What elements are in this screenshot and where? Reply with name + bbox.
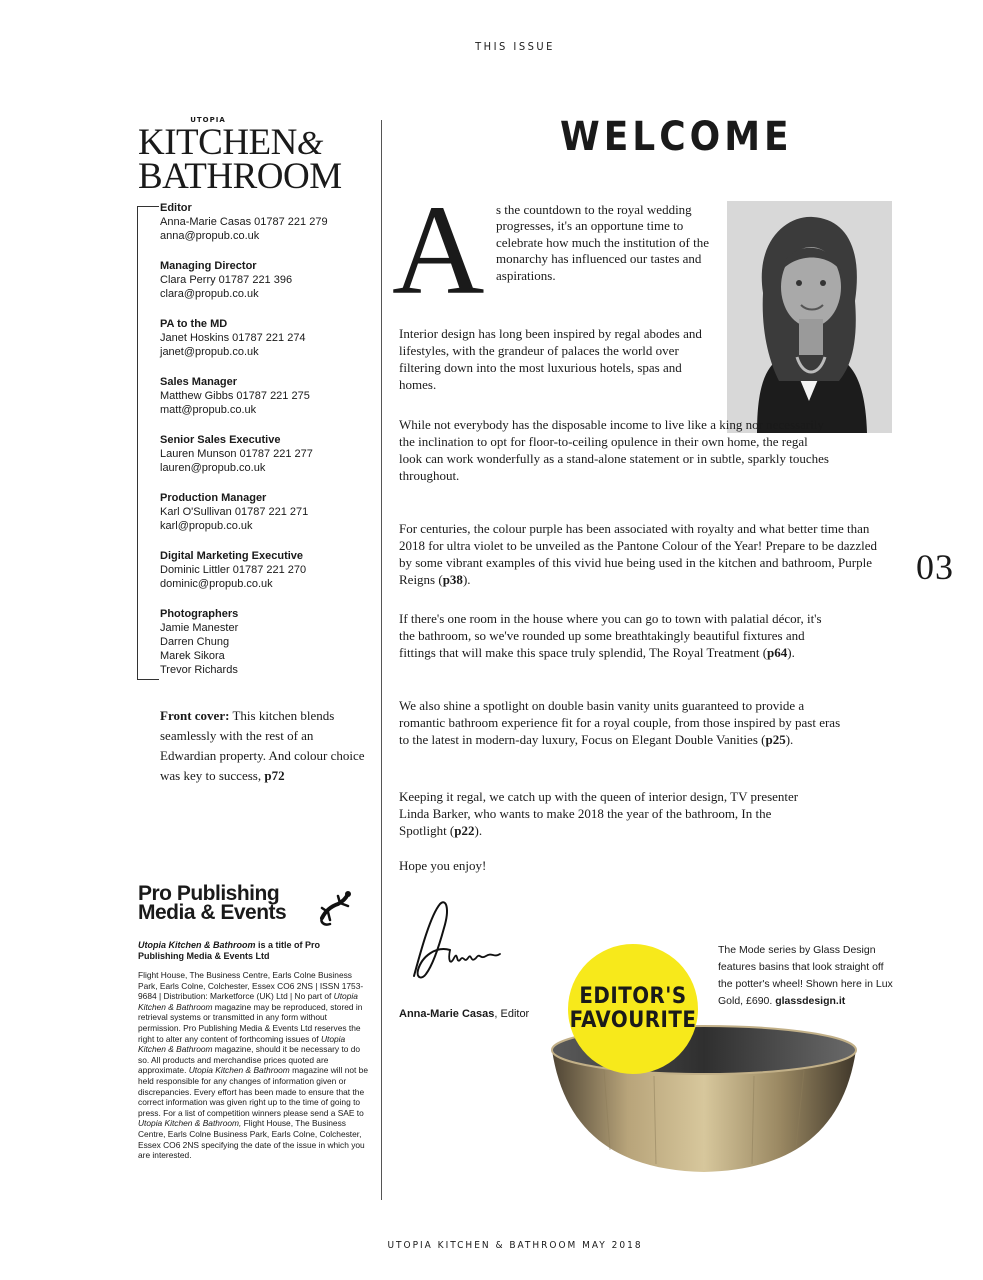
front-cover-page-ref[interactable]: p72 (264, 768, 285, 783)
staff-role: Digital Marketing Executive (160, 550, 304, 562)
staff-entry (160, 491, 380, 533)
publisher-legal (138, 970, 368, 1161)
staff-role: PA to the MD (160, 318, 228, 330)
publisher-title-rest: is a title of Pro Publishing Media & Events Ltd (138, 940, 321, 961)
paragraph-text: If there's one room in the house where you can go to town with palatial décor, it's the bathroom, so we've rounded up some breathtakingly beautiful fixtures and fittings that will make this space truly splendid, The Royal Treatment ( (399, 611, 822, 660)
staff-entry (160, 317, 380, 359)
gecko-icon (316, 888, 356, 928)
staff-role: Senior Sales Executive (160, 434, 281, 446)
staff-role: Editor (160, 202, 192, 214)
staff-email[interactable]: anna@propub.co.uk (160, 230, 260, 242)
paragraph-text: We also shine a spotlight on double basin vanity units guaranteed to provide a romantic bathroom experience fit for a royal couple, from those inspired by past eras to the latest in modern-day luxury, Focus on Elegant Double Vanities ( (399, 698, 841, 747)
badge-line: EDITOR'S (579, 984, 687, 1009)
signature-role: , Editor (494, 1008, 530, 1020)
page-footer: UTOPIA KITCHEN & BATHROOM MAY 2018 (387, 1240, 643, 1251)
editor-portrait-illustration (727, 201, 892, 433)
paragraph-text: ). (474, 823, 483, 838)
body-paragraph (399, 416, 829, 484)
product-link[interactable]: glassdesign.it (775, 995, 846, 1007)
photographer-name: Marek Sikora (160, 650, 225, 662)
publisher-tagline (138, 940, 368, 962)
badge-line: FAVOURITE (569, 1008, 697, 1033)
masthead-bathroom: BATHROOM (138, 156, 342, 197)
legal-title: Utopia Kitchen & Bathroom, (138, 1118, 242, 1129)
page-reference[interactable]: p25 (765, 732, 786, 747)
body-paragraph (399, 697, 844, 748)
publisher-logo-line1: Pro Publishing (138, 882, 280, 905)
signature-caption (399, 1008, 529, 1020)
intro-paragraph: s the countdown to the royal wedding progresses, it's an opportune time to celebrate how much the institution of the monarchy has influenced our tastes and aspirations. (496, 202, 709, 283)
drop-cap: A (392, 179, 485, 321)
page-reference[interactable]: p64 (767, 645, 788, 660)
paragraph-text: For centuries, the colour purple has been associated with royalty and what better time than 2018 for ultra violet to be unveiled as the Pantone Colour of the Year! Prepare to be dazzled by some vibrant examples of this vivid hue being used in the kitchen and bathroom, Purple Reigns ( (399, 521, 877, 587)
staff-name: Lauren Munson 01787 221 277 (160, 448, 313, 460)
legal-title: Utopia Kitchen & Bathroom (138, 1033, 346, 1055)
legal-title: Utopia Kitchen & Bathroom (188, 1065, 290, 1076)
masthead-ampersand: & (296, 125, 323, 162)
staff-entry (160, 549, 380, 591)
staff-name: Dominic Littler 01787 221 270 (160, 564, 307, 576)
staff-email[interactable]: clara@propub.co.uk (160, 288, 259, 300)
masthead-logo (138, 116, 348, 197)
staff-entry (160, 375, 380, 417)
staff-name: Karl O'Sullivan 01787 221 271 (160, 506, 309, 518)
caption-text: The Mode series by Glass Design features basins that look straight off the potter's wheel! Shown here in Lux Gold, £690. (718, 944, 893, 1007)
body-paragraph: Interior design has long been inspired by regal abodes and lifestyles, with the grandeur of palaces the world over filtering down into the most luxurious hotels, spas and homes. (399, 326, 702, 392)
paragraph-text: Keeping it regal, we catch up with the queen of interior design, TV presenter Linda Barker, who wants to make 2018 the year of the bathroom, In the Spotlight ( (399, 789, 799, 838)
publisher-title: Utopia Kitchen & Bathroom (138, 940, 256, 950)
masthead-kitchen: KITCHEN (138, 122, 297, 163)
publisher-logo-line2: Media & Events (138, 901, 287, 924)
page-reference[interactable]: p22 (454, 823, 475, 838)
staff-email[interactable]: dominic@propub.co.uk (160, 578, 273, 590)
legal-text: magazine, should it be necessary to do so. All products and merchandise prices quoted are approximate. (138, 1044, 361, 1076)
paragraph-text: ). (785, 732, 794, 747)
body-paragraph (399, 520, 889, 588)
signature-name: Anna-Marie Casas (399, 1008, 495, 1020)
staff-name: Janet Hoskins 01787 221 274 (160, 332, 306, 344)
publisher-logo (138, 884, 368, 930)
staff-name: Clara Perry 01787 221 396 (160, 274, 293, 286)
paragraph-text: While not everybody has the disposable income to live like a king nor necessarily the inclination to opt for floor-to-ceiling opulence in their own home, the regal look can work wonderfully as a stand-alone statement or in subtle, sparkly touches throughout. (399, 417, 829, 483)
section-label: THIS ISSUE (475, 40, 555, 53)
staff-role: Photographers (160, 608, 239, 620)
page-title: WELCOME (560, 114, 793, 160)
staff-entry (160, 433, 380, 475)
staff-entry (160, 201, 380, 243)
staff-email[interactable]: janet@propub.co.uk (160, 346, 259, 358)
staff-name: Anna-Marie Casas 01787 221 279 (160, 216, 328, 228)
staff-entry (160, 259, 380, 301)
body-paragraph (399, 610, 829, 661)
editors-favourite-badge (568, 944, 698, 1074)
staff-email[interactable]: matt@propub.co.uk (160, 404, 257, 416)
staff-name: Matthew Gibbs 01787 221 275 (160, 390, 310, 402)
photographers-entry (160, 607, 380, 677)
page-number: 03 (916, 547, 954, 587)
legal-text: magazine may be reproduced, stored in retrieval systems or transmitted in any form without permission. Pro Publishing Media & Events Ltd reserves the right to alter any content of forthcoming issues of (138, 1001, 363, 1044)
signature-icon (406, 894, 526, 984)
paragraph-text: ). (462, 572, 471, 587)
front-cover-note (160, 706, 365, 786)
staff-role: Production Manager (160, 492, 267, 504)
staff-email[interactable]: karl@propub.co.uk (160, 520, 253, 532)
photographer-name: Jamie Manester (160, 622, 239, 634)
legal-title: Utopia Kitchen & Bathroom (138, 991, 358, 1012)
legal-text: Flight House, The Business Centre, Earls Colne Business Park, Earls Colne, Colchester, Essex CO6 2NS specifying the date of the issue in which you are interested. (138, 1118, 365, 1161)
staff-role: Sales Manager (160, 376, 238, 388)
body-paragraph (399, 788, 819, 839)
legal-text: Flight House, The Business Centre, Earls Colne Business Park, Earls Colne, Colchester, Essex CO6 2NS | ISSN 1753-9684 | Distribution: Marketforce (UK) Ltd | No part of (138, 970, 364, 1002)
photographer-name: Trevor Richards (160, 664, 238, 676)
paragraph-text: ). (787, 645, 795, 660)
staff-role: Managing Director (160, 260, 257, 272)
column-divider (381, 120, 382, 1200)
staff-list (160, 201, 380, 693)
legal-text: magazine will not be held responsible for any changes of information given or discrepancies. Every effort has been made to ensure that the correct information was given right up to the time of going to press. For a list of competition winners please send a SAE to (138, 1065, 368, 1118)
product-caption (718, 942, 898, 1010)
staff-bracket (137, 206, 159, 680)
staff-email[interactable]: lauren@propub.co.uk (160, 462, 266, 474)
front-cover-label: Front cover: (160, 708, 230, 723)
front-cover-text: This kitchen blends seamlessly with the rest of an Edwardian property. And colour choice was key to success, (160, 708, 365, 783)
photographer-name: Darren Chung (160, 636, 230, 648)
masthead-utopia: UTOPIA (190, 116, 226, 124)
page-reference[interactable]: p38 (442, 572, 463, 587)
editor-portrait (727, 201, 892, 433)
sign-off: Hope you enjoy! (399, 858, 487, 873)
